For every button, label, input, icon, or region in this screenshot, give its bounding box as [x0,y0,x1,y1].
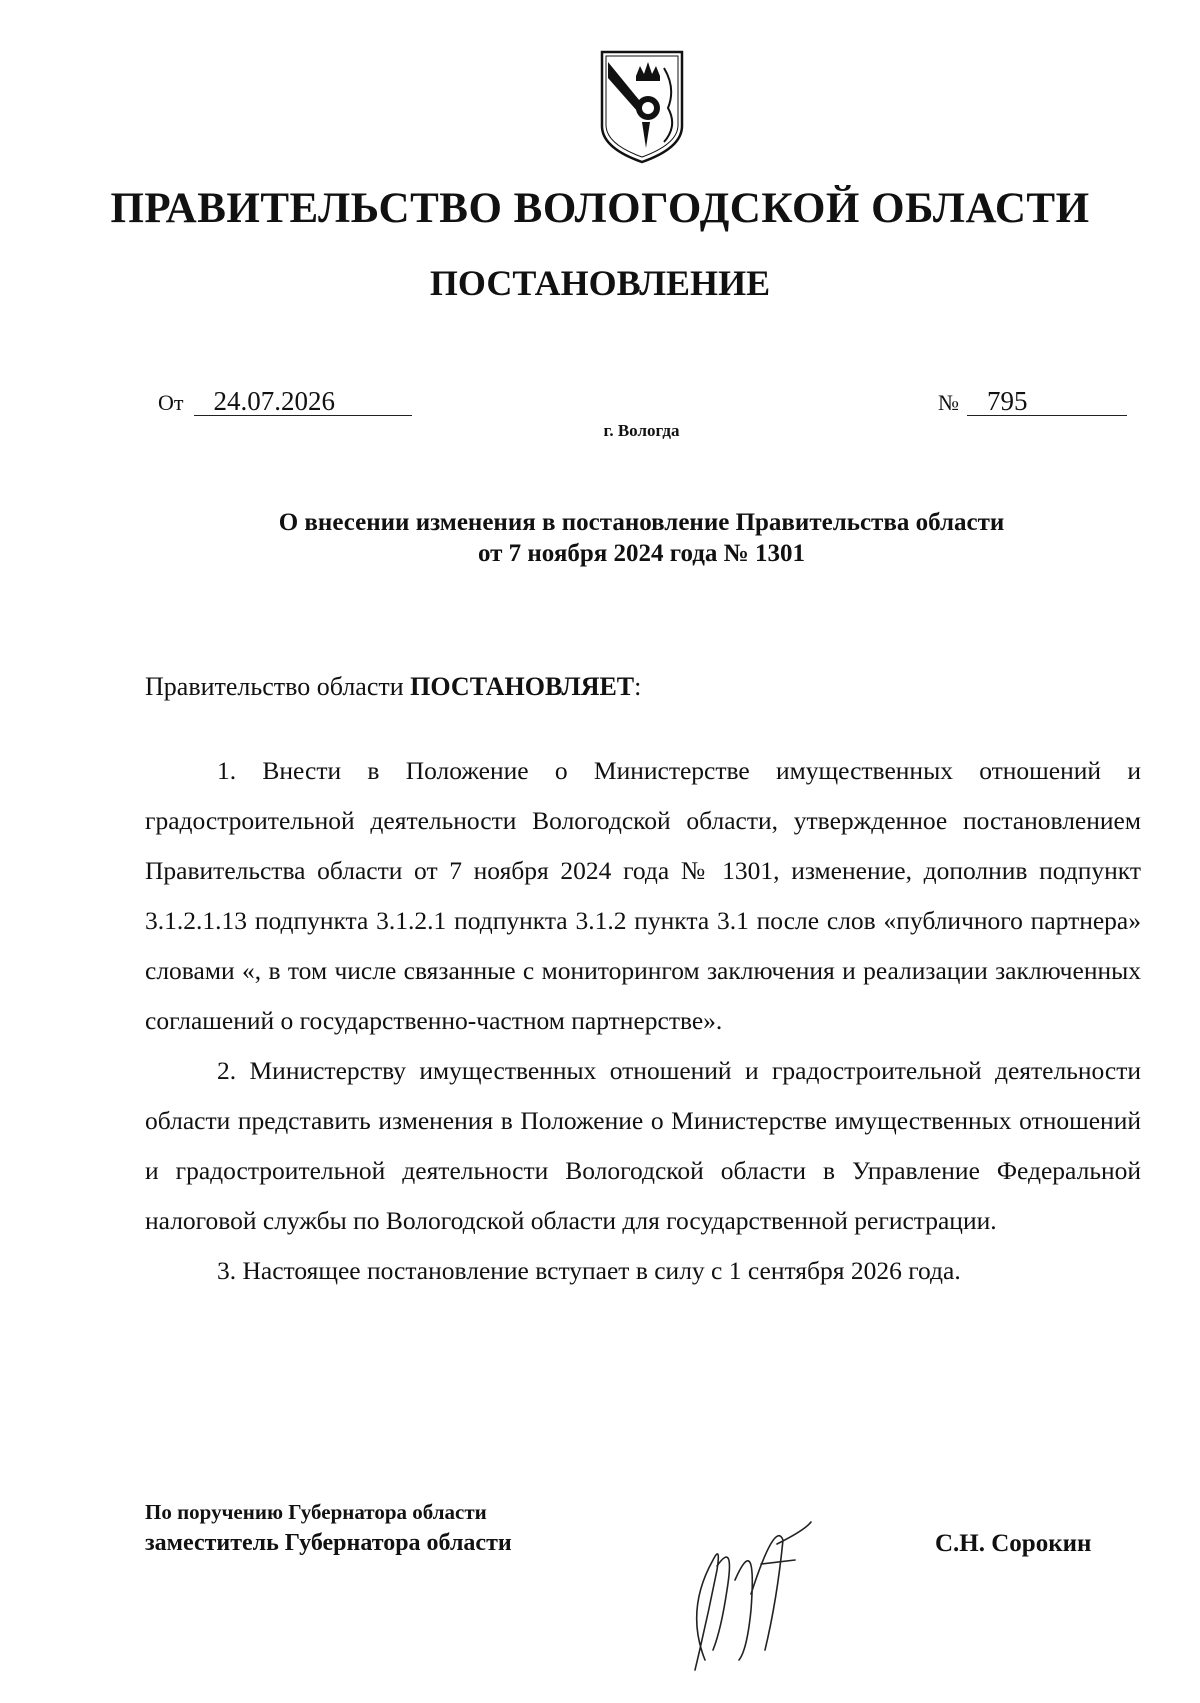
number-value: 795 [967,387,1127,416]
resolution-item: 2. Министерству имущественных отношений и градостроительной деятельности области представить изменения в Положение о Министерстве имущественных отношений и градостроительной деятельности Вологодской области в Управление Федеральной налоговой службы по Вологодской области для государственной регистрации. [145,1056,1141,1235]
signatory-name: С.Н. Сорокин [935,1530,1092,1557]
date-label: От [158,390,184,415]
handwritten-signature-icon [665,1500,825,1680]
resolution-body [145,746,1141,1296]
resolution-item: 1. Внести в Положение о Министерстве имущественных отношений и градостроительной деятельности Вологодской области, утвержденное постановлением Правительства области от 7 ноября 2024 года № 1301, изменение, дополнив подпункт 3.1.2.1.13 подпункта 3.1.2.1 подпункта 3.1.2 пункта 3.1 после слов «публичного партнера» словами «, в том числе связанные с мониторингом заключения и реализации заключенных соглашений о государственно-частном партнерстве». [145,756,1141,1035]
preamble-bold: ПОСТАНОВЛЯЕТ [410,672,635,701]
coat-of-arms-icon [598,48,686,166]
number-field [938,387,1127,416]
preamble-suffix: : [634,672,642,701]
subject-line-2: от 7 ноября 2024 года № 1301 [477,540,806,567]
resolution-item: 3. Настоящее постановление вступает в силу с 1 сентября 2026 года. [217,1256,961,1285]
preamble [145,672,641,702]
organization-title: ПРАВИТЕЛЬСТВО ВОЛОГОДСКОЙ ОБЛАСТИ [110,185,1090,232]
document-type: ПОСТАНОВЛЕНИЕ [429,263,771,303]
signatory-position: заместитель Губернатора области [145,1530,512,1556]
subject-line-1: О внесении изменения в постановление Правительства области [278,509,1005,536]
date-field [158,387,412,416]
city-label: г. Вологда [603,421,680,440]
signatory-authority: По поручению Губернатора области [145,1500,487,1524]
number-label: № [938,390,959,415]
preamble-text: Правительство области [145,672,411,701]
signature-block [0,1500,1200,1680]
document-subject [0,507,1200,569]
date-value: 24.07.2026 [194,387,412,416]
